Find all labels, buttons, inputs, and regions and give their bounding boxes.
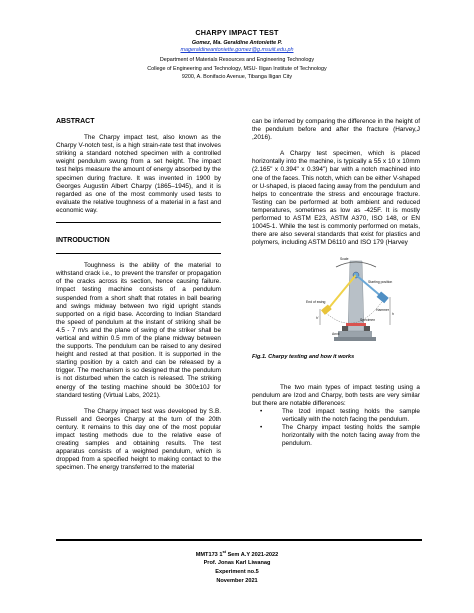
label-hammer: Hammer [376,308,389,313]
author-email-link[interactable]: mageraldineantoniette.gomez@g.msuiit.edu.ph [180,47,294,53]
abstract-text: The Charpy impact test, also known as the Charpy V-notch test, is a high strain-rate test that involves striking a standard notched specimen with a controlled weight pendulum swung from a set height. The impact test helps measure the amount of energy absorbed by the specimen during fracture. It was invented in 1900 by Georges Augustin Albert Charpy (1865–1945), and it is regarded as one of the most commonly used tests to evaluate the relative toughness of a material in a fast and economic way. [56,134,221,214]
right-column [252,118,420,448]
affiliation-college: College of Engineering and Technology, MSU- Iligan Institute of Technology [147,65,327,72]
paper-title: CHARPY IMPACT TEST [195,28,279,37]
footer-rule [56,539,422,541]
label-end-of-swing: End of swing [306,300,326,305]
footer-experiment: Experiment no.5 [215,569,259,576]
left-column [56,118,221,472]
affiliation-department: Department of Materials Resources and Engineering Technology [159,57,315,63]
label-h-prime: h' [316,316,319,321]
right-paragraph-2: A Charpy test specimen, which is placed horizontally into the machine, is typically a 55 x 10 x 10mm (2.165" x 0.394" x 0.394") bar with a notch machined into one of the faces. This notch, which can be either V-shaped or U-shaped, is placed facing away from the pendulum and helps to concentrate the stress and encourage fracture. Testing can be performed at both ambient and reduced temperatures, sometimes as low as -425F. It is mostly performed to ASTM E23, ASTM A370, ISO 148, or EN 10045-1. While the test is commonly performed on metals, there are also several standards that exist for plastics and polymers, including ASTM D6110 and ISO 179 (Harvey [252,150,420,247]
anvil-right [364,326,370,331]
page-footer [0,548,474,585]
abstract-heading: ABSTRACT [56,118,95,125]
specimen [346,323,366,326]
footer-professor: Prof. Jonas Karl Liwanag [203,560,271,567]
footer-course: MMT173 1st Sem A.Y 2021-2022 [195,549,279,558]
label-anvil: Anvil [332,332,340,337]
figure-caption: Fig.1. Charpy testing and how it works [252,354,355,361]
paper-header [0,28,474,82]
machine-base [338,331,372,337]
label-h: h [392,312,394,317]
list-item: • The Izod impact testing holds the sample vertically with the notch facing the pendulum. [260,407,420,423]
introduction-paragraph-2: The Charpy impact test was developed by S.B. Russell and Georges Charpy at the turn of the 20th century. It remains to this day one of the most popular impact testing methods due to the relative ease of creating samples and obtaining results. The test apparatus consists of a weighted pendulum, which is dropped from a specified height to making contact to the specimen. The energy transferred to the material [56,407,221,472]
right-paragraph-3: The two main types of impact testing using a pendulum are Izod and Charpy, both tests are very similar but there are notable differences: [252,383,420,407]
charpy-figure [276,253,396,349]
label-scale: Scale [340,257,349,262]
footer-date: November 2021 [216,577,258,584]
affiliation [0,56,474,82]
affiliation-address: 9200, A. Bonifacio Avenue, Tibanga Iligan City [181,74,293,81]
introduction-heading: INTRODUCTION [56,237,110,245]
bullet-icon: • [260,407,263,415]
list-item: • The Charpy impact testing holds the sample horizontally with the notch facing away from the pendulum. [260,423,420,448]
label-specimen: Specimen [360,318,376,323]
anvil-left [342,326,348,331]
right-paragraph-1: can be inferred by comparing the difference in the height of the pendulum before and after the fracture (Harvey,J ,2016). [252,118,420,142]
differences-list [252,408,420,448]
charpy-machine-diagram [276,253,396,349]
bullet-icon: • [260,423,263,431]
introduction-paragraph-1: Toughness is the ability of the material to withstand crack i.e., to prevent the transfer or propagation of the cracks across its section, hence causing failure. Impact testing machine consists of a pendulum suspended from a short shaft that rotates in ball bearing and swings midway between two rigid upright stands supported on a rigid base. According to Indian Standard the speed of pendulum at the instant of striking shall be 4.5 - 7 m/s and the plane of swing of the striker shall be vertical and within 0.5 mm of the plane midway between the supports. The pendulum can be raised to any desired height and rested at that position. It is supported in the starting position by a catch and can be released by a trigger. The mechanism is so designed that the pendulum is not disturbed when the catch is released. The striking energy of the testing machine should be 300±10J for standard testing (Virtual Labs, 2021). [56,262,221,399]
machine-foot [334,337,376,341]
label-starting-position: Starting position [368,280,393,285]
author-name: Gomez, Ma. Geraldine Antoniette P. [191,40,283,46]
